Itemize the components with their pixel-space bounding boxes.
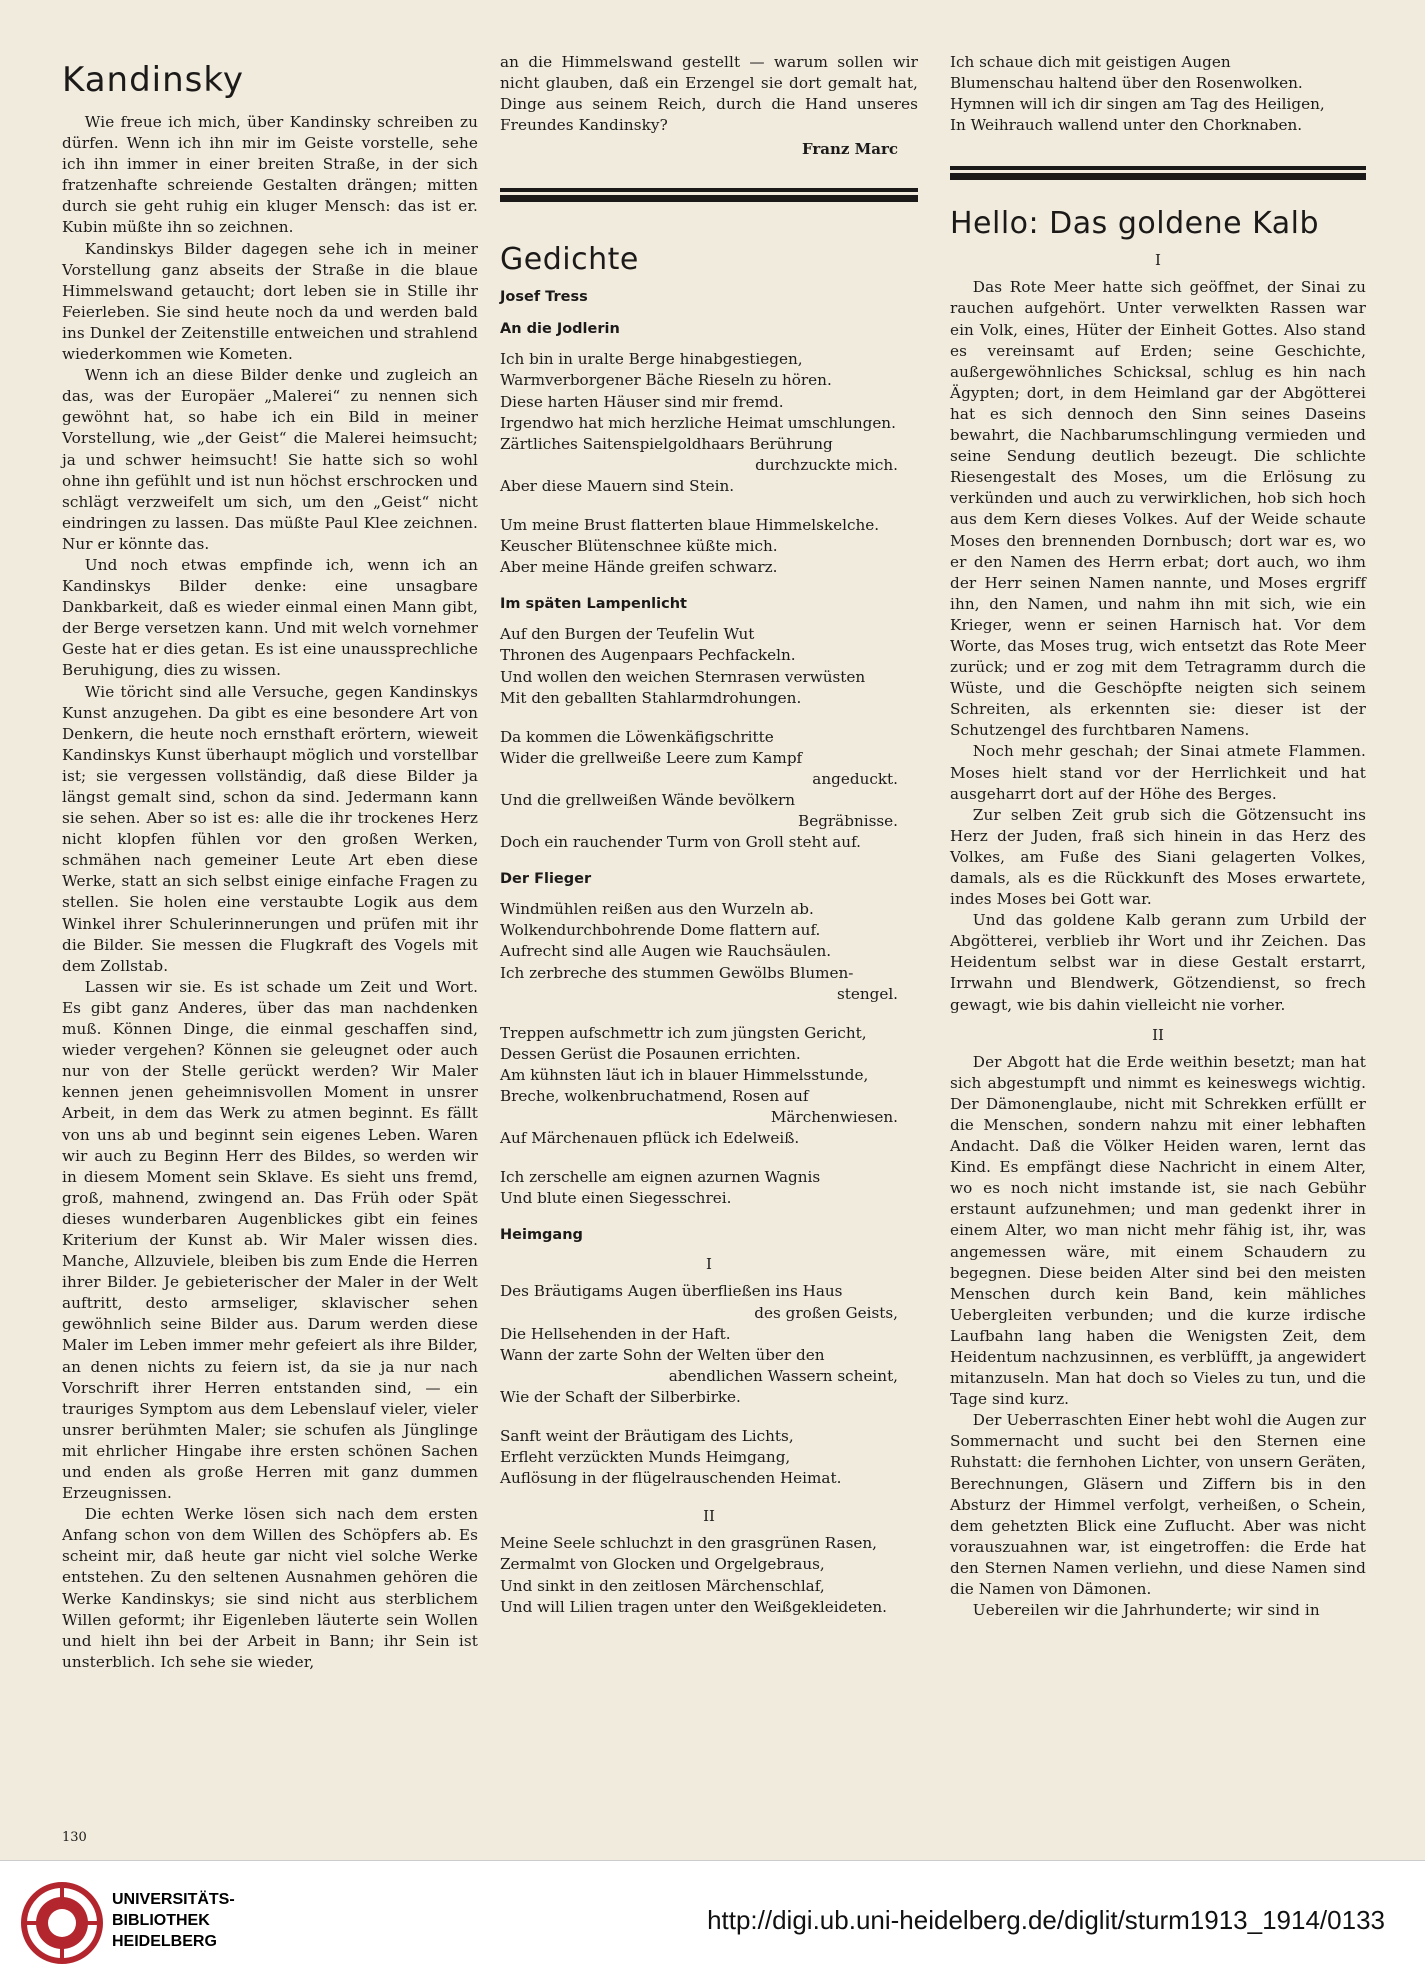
poem-title: An die Jodlerin bbox=[500, 321, 620, 338]
poem-line: Die Hellsehenden in der Haft. bbox=[500, 1324, 731, 1343]
digitization-footer bbox=[0, 1860, 1425, 1987]
library-name bbox=[112, 1889, 235, 1952]
poem-line: Und wollen den weichen Sternrasen verwüsten bbox=[500, 667, 866, 686]
poem-line: Auflösung in der flügelrauschenden Heimat. bbox=[500, 1469, 842, 1488]
paragraph: Zur selben Zeit grub sich die Götzensucht ins Herz der Juden, fraß sich hinein in das Herz des Volkes, am Fuße des Siani gelagerten Volkes, damals, als es die Rückkunft des Moses erwartete, indes Moses bei Gott war. bbox=[950, 805, 1366, 909]
poem-line: Breche, wolkenbruchatmend, Rosen auf bbox=[500, 1087, 809, 1105]
poems-author: Josef Tress bbox=[500, 289, 588, 306]
library-name-line-2: BIBLIOTHEK bbox=[112, 1912, 210, 1929]
paragraph: Noch mehr geschah; der Sinai atmete Flammen. Moses hielt stand vor der Herrlichkeit und hat ausgeharrt dort auf der Höhe des Berges. bbox=[950, 742, 1366, 803]
paragraph: Wenn ich an diese Bilder denke und zugleich an das, was der Europäer „Malerei“ zu nennen sich gewöhnt hat, so habe ich ein Bild in meiner Vorstellung, wie „der Geist“ die Malerei heimsucht; ja und schwer heimsucht! Sie hatte sich so wohl ohne ihn gefühlt und ist nun höchst erschrocken und schlägt verzweifelt um sich, um den „Geist“ nicht eindringen zu lassen. Das müßte Paul Klee zeichnen. Nur er könnte das. bbox=[62, 366, 478, 553]
poem-line: Zermalmt von Glocken und Orgelgebraus, bbox=[500, 1555, 825, 1574]
poem-line: Ich bin in uralte Berge hinabgestiegen, bbox=[500, 350, 803, 369]
paragraph: Die echten Werke lösen sich nach dem ersten Anfang schon von dem Willen des Schöpfers ab. Es scheint mir, daß heute gar nicht viel solche Werke entstehen. Zu den seltenen Ausnahmen gehören die Werke Kandinskys; sie sind nicht aus sterblichem Willen geformt; ihr Eigenleben läuterte sein Wollen und hielt ihn bei der Arbeit in Bann; ihr Sein ist unsterblich. Ich sehe sie wieder, bbox=[62, 1505, 478, 1671]
poem-line: Warmverborgener Bäche Rieseln zu hören. bbox=[500, 371, 832, 390]
poem-line: Da kommen die Löwenkäfigschritte bbox=[500, 727, 774, 746]
column-middle bbox=[500, 52, 918, 1636]
poem-line: Zärtliches Saitenspielgoldhaars Berührung bbox=[500, 434, 833, 453]
poem-line: Auf den Burgen der Teufelin Wut bbox=[500, 625, 755, 644]
poem-line: Am kühnsten läut ich in blauer Himmelsstunde, bbox=[500, 1065, 869, 1084]
poem-continuation bbox=[950, 52, 1366, 136]
poem-title: Der Flieger bbox=[500, 871, 592, 888]
article-title-hello: Hello: Das goldene Kalb bbox=[950, 206, 1319, 242]
poem-stanza bbox=[500, 1281, 918, 1408]
paragraph: Wie töricht sind alle Versuche, gegen Kandinskys Kunst anzugehen. Da gibt es eine besondere Art von Denkern, die heute noch ernsthaft erörtern, wieweit Kandinskys Kunst überhaupt möglich und vorstellbar ist; sie vergessen vollständig, daß diese Bilder ja längst gemalt sind, schon da sind. Jedermann kann sie sehen. Aber so ist es: alle die ihr trockenes Herz nicht klopfen fühlen vor den großen Werken, schmähen nach gemeiner Leute Art eben diese Werke, statt an sich selbst einige einfache Fragen zu stellen. Sie holen eine verstaubte Logik aus dem Winkel ihrer Schulerinnerungen und prüfen mit ihr die Bilder. Sie messen die Flugkraft des Vogels mit dem Zollstab. bbox=[62, 682, 478, 975]
poem-line: Und die grellweißen Wände bevölkern bbox=[500, 790, 795, 809]
section-divider-rule bbox=[500, 188, 918, 202]
poem-line: Dessen Gerüst die Posaunen errichten. bbox=[500, 1044, 801, 1063]
poem-line: Und blute einen Siegesschrei. bbox=[500, 1189, 732, 1208]
poem-line: Aber diese Mauern sind Stein. bbox=[500, 476, 735, 495]
poem-stanza bbox=[500, 1426, 918, 1489]
poem-stanza bbox=[500, 624, 918, 708]
poem-line: Wider die grellweiße Leere zum Kampf bbox=[500, 748, 803, 767]
poem-line: angeduckt. bbox=[812, 769, 898, 788]
article-title-kandinsky: Kandinsky bbox=[62, 60, 244, 100]
poem-line: Aber meine Hände greifen schwarz. bbox=[500, 558, 778, 577]
poems-section-title: Gedichte bbox=[500, 242, 639, 278]
poem-line: Hymnen will ich dir singen am Tag des Heiligen, bbox=[950, 95, 1325, 114]
poem-line: Und will Lilien tragen unter den Weißgekleideten. bbox=[500, 1597, 887, 1616]
library-name-line-1: UNIVERSITÄTS- bbox=[112, 1891, 235, 1908]
poem-stanza bbox=[500, 349, 918, 497]
poems-body bbox=[500, 321, 918, 1617]
paragraph: Uebereilen wir die Jahrhunderte; wir sind in bbox=[972, 1601, 1320, 1620]
poem-line: Wie der Schaft der Silberbirke. bbox=[500, 1387, 741, 1406]
poem-line: Irgendwo hat mich herzliche Heimat umschlungen. bbox=[500, 413, 896, 432]
column-left bbox=[62, 52, 478, 1673]
poem-line: Mit den geballten Stahlarmdrohungen. bbox=[500, 688, 802, 707]
poem-line: Keuscher Blütenschnee küßte mich. bbox=[500, 537, 778, 556]
article-signature: Franz Marc bbox=[801, 140, 898, 159]
paragraph: Lassen wir sie. Es ist schade um Zeit und Wort. Es gibt ganz Anderes, über das man nachdenken muß. Können Dinge, die einmal geschaffen sind, wieder vergehen? Können sie geleugnet oder auch nur von der Stelle gerückt werden? Wir Maler kennen jenen geheimnisvollen Moment in unsrer Arbeit, in dem das Werk zu atmen beginnt. Es fällt von uns ab und beginnt sein eigenes Leben. Waren wir auch zu Beginn Herr des Bildes, so werden wir in diesem Moment sein Sklave. Es sieht uns fremd, groß, mahnend, zwingend an. Das Früh oder Spät dieses wunderbaren Augenblickes gibt ein feines Kriterium der Kunst ab. Wir Maler wissen dies. Manche, Allzuviele, bleiben bis zum Ende die Herren ihrer Bilder. Je gebieterischer der Maler in der Welt auftritt, desto armseliger, sklavischer sehen gewöhnlich seine Bilder aus. Darum werden diese Maler im Leben immer mehr gefeiert als ihre Bilder, an denen nichts zu feiern ist, da sie ja nur nach Vorschrift ihrer Herren entstanden sind, — ein trauriges Symptom aus dem Lebenslauf vieler, vieler unsrer berühmten Maler; sie schufen als Jünglinge mit ehrlicher Hingabe ihre ersten schönen Sachen und enden als große Herren mit ganz dummen Erzeugnissen. bbox=[62, 977, 478, 1503]
poem-stanza bbox=[500, 1167, 918, 1209]
poem-line: abendlichen Wassern scheint, bbox=[668, 1366, 898, 1385]
poem-stanza bbox=[500, 515, 918, 578]
paragraph: Der Abgott hat die Erde weithin besetzt; man hat sich abgestumpft und nimmt es keineswegs wichtig. Der Dämonenglaube, nicht mit Schrekken erfüllt er die Menschen, sondern nahzu mit einer lebhaften Andacht. Daß die Völker Heiden waren, lernt das Kind. Es empfängt diese Nachricht in einem Alter, wo es noch nicht imstande ist, sie nach Gebühr erstaunt aufzunehmen; und man gedenkt ihrer in einem Alter, wo man nicht mehr fähig ist, ihr, was angemessen wäre, mit einem Schaudern zu begegnen. Diese beiden Alter sind bei den meisten Menschen durch kein Band, kein mähliches Uebergleiten verbunden; und die kurze irdische Laufbahn lang haben die Wenigsten Zeit, dem Heidentum nachzusinnen, es verblüfft, ja angewidert mitanzuseln. Man hat doch so Vieles zu tun, und die Tage sind kurz. bbox=[950, 1052, 1366, 1409]
source-url-link[interactable]: http://digi.ub.uni-heidelberg.de/diglit/sturm1913_1914/0133 bbox=[707, 1905, 1385, 1935]
paragraph: Und das goldene Kalb gerann zum Urbild der Abgötterei, verblieb ihr Wort und ihr Zeichen. Das Heidentum selbst war in diese Gestalt erstarrt, Irrwahn und Blendwerk, Götzendienst, so frech gewagt, wie bis dahin vielleicht nie vorher. bbox=[950, 911, 1366, 1014]
page-number: 130 bbox=[62, 1830, 87, 1845]
poem-line: Aufrecht sind alle Augen wie Rauchsäulen. bbox=[500, 942, 832, 961]
poem-stanza bbox=[500, 1533, 918, 1617]
poem-line: Ich schaue dich mit geistigen Augen bbox=[950, 53, 1231, 71]
poem-stanza bbox=[500, 899, 918, 1004]
hello-article-body bbox=[950, 251, 1366, 1621]
section-numeral: I bbox=[1155, 251, 1161, 270]
poem-line: Auf Märchenauen pflück ich Edelweiß. bbox=[500, 1129, 800, 1148]
paragraph: Wie freue ich mich, über Kandinsky schreiben zu dürfen. Wenn ich ihn mir im Geiste vorstelle, sehe ich ihn immer in einer breiten Straße, in der sich fratzenhafte schreiende Gestalten drängen; mitten durch sie geht ruhig ein kluger Mensch: das ist er. Kubin müßte ihn so zeichnen. bbox=[62, 113, 478, 237]
poem-line: Um meine Brust flatterten blaue Himmelskelche. bbox=[500, 516, 880, 535]
poem-line: Wolkendurchbohrende Dome flattern auf. bbox=[500, 921, 821, 940]
poem-line: Diese harten Häuser sind mir fremd. bbox=[500, 392, 784, 411]
column-right bbox=[950, 52, 1366, 1621]
library-name-line-3: HEIDELBERG bbox=[112, 1933, 217, 1950]
poem-line: Meine Seele schluchzt in den grasgrünen Rasen, bbox=[500, 1534, 877, 1553]
kandinsky-article-body bbox=[62, 112, 478, 1673]
paragraph: Kandinskys Bilder dagegen sehe ich in meiner Vorstellung ganz abseits der Straße in die blaue Himmelswand getaucht; dort leben sie in Stille ihr Feierleben. Sie sind heute noch da und werden bald ins Dunkel der Zeitenstille entweichen und strahlend wiederkommen wie Kometen. bbox=[62, 239, 478, 364]
poem-line: Blumenschau haltend über den Rosenwolken. bbox=[950, 74, 1303, 93]
section-numeral: II bbox=[703, 1507, 715, 1526]
paragraph: Der Ueberraschten Einer hebt wohl die Augen zur Sommernacht und sucht bei den Sternen eine Ruhstatt: die fernhohen Lichter, von unsern Geräten, Berechnungen, Gläsern und Ziffern bis in den Absturz der Himmel verfolgt, verheißen, o Schein, dem gehetzten Blick eine Zuflucht. Aber was nicht vorauszuahnen war, ist eingetroffen: die Erde hat den Sternen Namen verliehn, und diese Namen sind die Namen von Dämonen. bbox=[950, 1411, 1366, 1598]
poem-line: In Weihrauch wallend unter den Chorknaben. bbox=[950, 116, 1303, 135]
poem-line: Ich zerschelle am eignen azurnen Wagnis bbox=[500, 1168, 821, 1187]
paragraph: Das Rote Meer hatte sich geöffnet, der Sinai zu rauchen aufgehört. Unter verwelkten Rassen war ein Volk, eines, Hüter der Einheit Gottes. Also stand es vereinsamt auf Erden; seine Geschichte, außergewöhnliches Schicksal, schlug es hin nach Ägypten; dort, in dem Heimland gar der Abgötterei hat es sich dennoch den Sinn seines Daseins bewahrt, die Nachbarumschlingung vermieden und seine Sendung deutlich bezeugt. Die schlichte Riesengestalt des Moses, um die Erlösung zu verkünden und auch zu verwirklichen, hob sich hoch aus dem Kern dieses Volkes. Auf der Weide schaute Moses den brennenden Dornbusch; dort war es, wo er den Namen des Herrn erbat; dort auch, wo ihm der Herr seinen Namen nannte, und Moses ergriff ihn, den Namen, und nahm ihn mit sich, wie ein Krieger, wenn er seinen Harnisch hat. Vor dem Worte, das Moses trug, wich entsetzt das Rote Meer zurück; und er zog mit dem Tetragramm durch die Wüste, und die Geschöpfte neigten sich seinem Schreiten, als erkennten sie: dieser ist der Schutzengel des furchtbaren Namens. bbox=[950, 278, 1366, 740]
poem-line: Märchenwiesen. bbox=[770, 1108, 898, 1127]
poem-title: Im späten Lampenlicht bbox=[500, 596, 687, 613]
poem-line: Und sinkt in den zeitlosen Märchenschlaf, bbox=[500, 1576, 825, 1595]
poem-line: stengel. bbox=[836, 984, 898, 1003]
poem-line: Des Bräutigams Augen überfließen ins Haus bbox=[500, 1282, 843, 1301]
poem-line: Doch ein rauchender Turm von Groll steht auf. bbox=[500, 833, 861, 852]
poem-line: Ich zerbreche des stummen Gewölbs Blumen- bbox=[500, 963, 854, 982]
poem-line: Wann der zarte Sohn der Welten über den bbox=[500, 1345, 825, 1364]
kandinsky-article-continuation: an die Himmelswand gestellt — warum sollen wir nicht glauben, daß ein Erzengel sie dort gemalt hat, Dinge aus seinem Reich, durch die Hand unseres Freundes Kandinsky? bbox=[500, 53, 918, 135]
poem-line: Thronen des Augenpaars Pechfackeln. bbox=[500, 646, 796, 665]
section-numeral: II bbox=[1152, 1025, 1164, 1044]
poem-stanza bbox=[500, 727, 918, 854]
paragraph: Und noch etwas empfinde ich, wenn ich an Kandinskys Bilder denke: eine unsagbare Dankbarkeit, daß es wieder einmal einen Mann gibt, der Berge versetzen kann. Und mit welch vornehmer Geste hat er dies getan. Es ist eine unaussprechliche Beruhigung, dies zu wissen. bbox=[62, 555, 478, 680]
section-numeral: I bbox=[706, 1255, 712, 1274]
poem-line: Treppen aufschmettr ich zum jüngsten Gericht, bbox=[500, 1023, 867, 1042]
poem-line: Erfleht verzückten Munds Heimgang, bbox=[500, 1448, 791, 1467]
poem-stanza bbox=[500, 1023, 918, 1150]
poem-line: des großen Geists, bbox=[754, 1303, 898, 1322]
poem-title: Heimgang bbox=[500, 1227, 583, 1244]
poem-line: Windmühlen reißen aus den Wurzeln ab. bbox=[500, 900, 814, 919]
poem-line: Begräbnisse. bbox=[798, 812, 898, 831]
section-divider-rule bbox=[950, 166, 1366, 180]
university-seal-logo bbox=[18, 1879, 106, 1967]
poem-line: durchzuckte mich. bbox=[755, 455, 898, 474]
poem-line: Sanft weint der Bräutigam des Lichts, bbox=[500, 1427, 794, 1446]
